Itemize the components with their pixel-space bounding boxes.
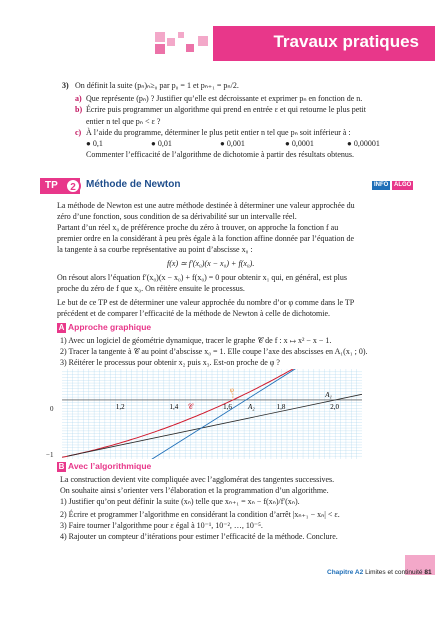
paragraph-line: zéro d’une fonction, sous condition de sa dérivabilité sur un intervalle réel. <box>57 212 297 221</box>
algo-badge: ALGO <box>394 182 412 188</box>
paragraph-line: précédent et de comparer l’efficacité de la méthode de Newton à celle de dichotomie. <box>57 309 331 318</box>
question-intro: On définit la suite (pₙ)ₙ≥₀ par p₀ = 1 et pₙ₊₁ = pₙ/2. <box>75 81 239 90</box>
paragraph-line: la tangente à sa courbe représentative au point d’abscisse x₀ : <box>57 245 253 254</box>
page-title: Travaux pratiques <box>273 32 419 51</box>
item-text: À l’aide du programme, déterminer le plus petit entier n tel que pₙ soit inférieur à : <box>86 128 351 137</box>
paragraph-line: On souhaite ainsi s’orienter vers l’élaboration et la programmation d’un algorithme. <box>60 486 329 495</box>
section-b-title: Avec l’algorithmique <box>68 461 152 471</box>
formula: f(x) ≃ f′(x₀)(x − x₀) + f(x₀). <box>167 259 255 268</box>
decor-square <box>198 36 208 46</box>
value-item: ● 0,0001 <box>285 139 314 148</box>
section-a-letter: A <box>58 323 65 332</box>
question-line: 3) Faire tourner l’algorithme pour ε égal à 10⁻¹, 10⁻², …, 10⁻⁵. <box>60 521 263 530</box>
question-line: 2) Écrire et programmer l’algorithme en considérant la condition d’arrêt |xₙ₊₁ − xₙ| < ε. <box>60 510 340 519</box>
x-tick-label: 2,0 <box>330 402 339 411</box>
y-label-neg: −1 <box>46 451 54 459</box>
y-label-zero: 0 <box>50 405 54 413</box>
decor-square <box>178 32 184 38</box>
phi-label: φ <box>229 386 234 395</box>
question-line: 2) Tracer la tangente à 𝒞 au point d’abscisse x₀ = 1. Elle coupe l’axe des abscisses en A₁(x₁ ; 0). <box>60 347 368 356</box>
section-a-title: Approche graphique <box>68 322 152 332</box>
paragraph-line: proche du zéro de f que x₀. On réitère ensuite le processus. <box>57 284 245 293</box>
section-b-letter: B <box>58 462 65 471</box>
point-a2-label: A₂ <box>248 402 255 411</box>
x-tick-label: 1,2 <box>115 402 125 411</box>
decor-square <box>186 44 194 52</box>
item-label: a) <box>75 94 82 103</box>
question-line: 4) Rajouter un compteur d’itérations pour estimer l’efficacité de la méthode. Conclure. <box>60 532 338 541</box>
value-item: ● 0,001 <box>220 139 245 148</box>
header-banner <box>213 26 435 61</box>
x-tick-label: 1,8 <box>276 402 286 411</box>
paragraph-line: premier ordre en la considérant à peu près égale à la fonction affine donnée par l’équation de <box>57 234 355 243</box>
x-tick-label: 1,6 <box>223 402 232 411</box>
tp-heading <box>40 178 412 194</box>
x-tick-label: 1,4 <box>169 402 179 411</box>
value-item: ● 0,01 <box>151 139 172 148</box>
value-item: ● 0,1 <box>86 139 103 148</box>
decor-square <box>167 38 175 46</box>
item-label: b) <box>75 105 83 114</box>
graph-grid <box>62 369 362 459</box>
newton-graph <box>62 369 362 459</box>
question-number: 3) <box>62 81 69 90</box>
decor-square <box>155 32 165 42</box>
page-footer <box>327 569 432 576</box>
paragraph-line: La méthode de Newton est une autre méthode destinée à déterminer une valeur approchée du <box>57 201 355 210</box>
item-text: entier n tel que pₙ < ε ? <box>86 117 161 126</box>
paragraph-line: La construction devient vite compliquée avec l’agglomérat des tangentes successives. <box>60 475 335 484</box>
page-number: 81 <box>424 569 432 576</box>
decor-square <box>155 44 165 54</box>
paragraph-line: Le but de ce TP est de déterminer une valeur approchée du nombre d’or φ comme dans le TP <box>57 298 355 307</box>
question-line: 3) Réitérer le processus pour obtenir x₂ puis x₃. Est-on proche de φ ? <box>60 358 280 367</box>
question-line: 1) Avec un logiciel de géométrie dynamique, tracer le graphe 𝒞 de f : x ↦ x² − x − 1. <box>60 336 332 345</box>
item-text: Écrire puis programmer un algorithme qui prend en entrée ε et qui retourne le plus petit <box>86 105 366 114</box>
item-label: c) <box>75 128 82 137</box>
tp-number: 2 <box>65 178 81 194</box>
footer-chapter: Chapitre A2 <box>327 569 364 576</box>
paragraph-line: On résout alors l’équation f′(x₀)(x − x₀) + f(x₀) = 0 pour obtenir x₁ qui, en général, est plus <box>57 273 347 282</box>
item-text: Que représente (pₙ) ? Justifier qu’elle est décroissante et exprimer pₙ en fonction de n. <box>86 94 363 103</box>
question-line: 1) Justifier qu’on peut définir la suite (xₙ) telle que xₙ₊₁ = xₙ − f(xₙ)/f′(xₙ). <box>60 497 300 506</box>
info-badge: INFO <box>374 182 389 188</box>
tp-title: Méthode de Newton <box>86 179 181 190</box>
paragraph-line: Partant d’un réel x₀ de préférence proche du zéro à trouver, on approche la fonction f au <box>57 223 339 232</box>
curve-label: 𝒞 <box>187 402 194 411</box>
item-text: Commenter l’efficacité de l’algorithme de dichotomie à partir des résultats obtenus. <box>86 150 354 159</box>
footer-title: Limites et continuité <box>365 569 423 576</box>
point-a1-label: A₁ <box>325 390 332 399</box>
tp-label: TP <box>40 178 80 194</box>
value-item: ● 0,00001 <box>347 139 380 148</box>
